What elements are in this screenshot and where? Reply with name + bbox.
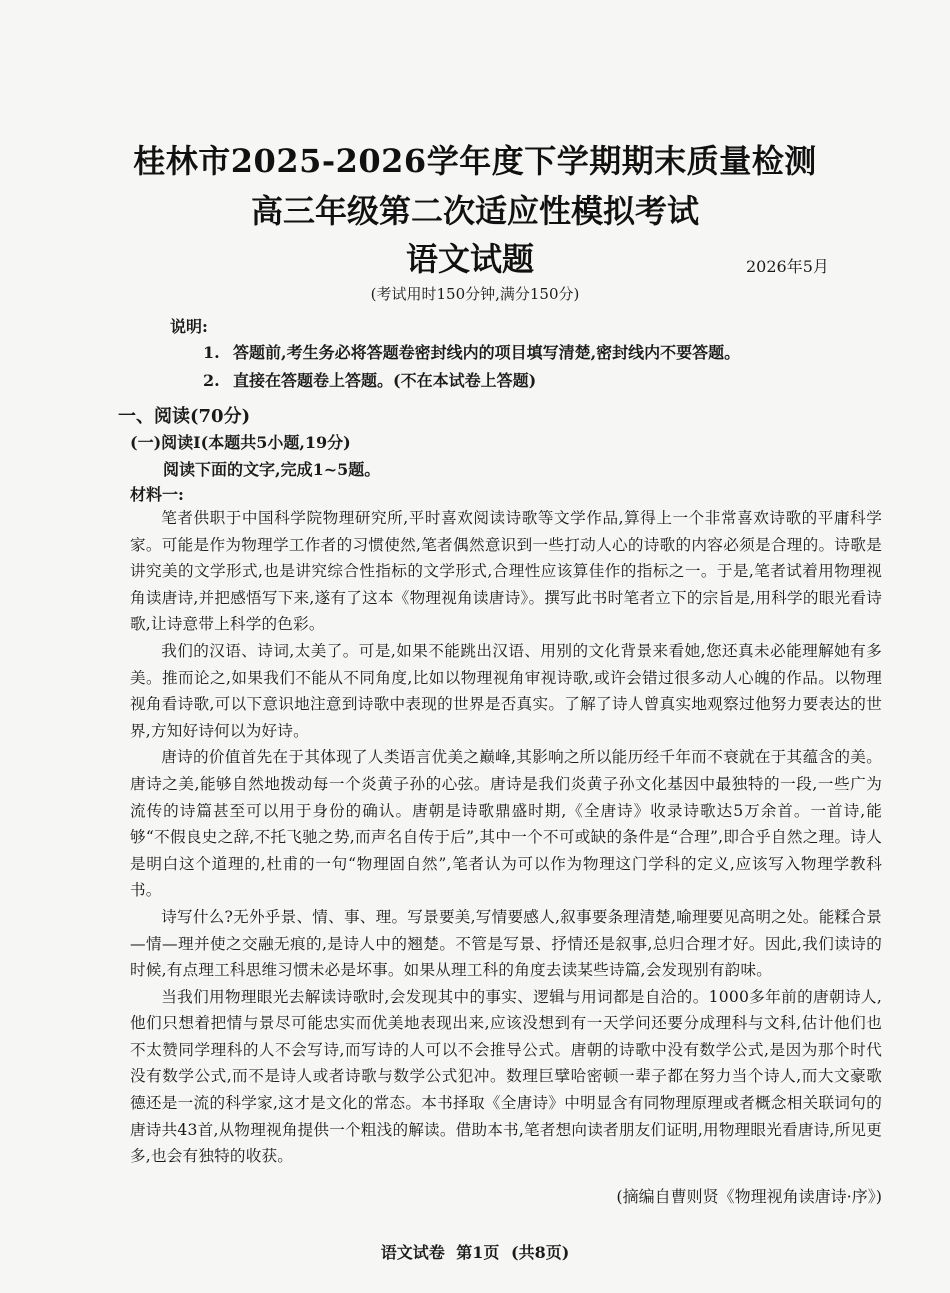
note-text: 答题前,考生务必将答题卷密封线内的项目填写清楚,密封线内不要答题。 xyxy=(233,343,741,362)
exam-title-line2: 高三年级第二次适应性模拟考试 xyxy=(250,192,699,230)
note-number: 2. xyxy=(203,371,220,390)
note-text: 直接在答题卷上答题。(不在本试卷上答题) xyxy=(233,371,537,390)
notes-label: 说明: xyxy=(170,317,208,336)
paragraph: 当我们用物理眼光去解读诗歌时,会发现其中的事实、逻辑与用词都是自洽的。1000多年前的唐朝诗人,他们只想着把情与景尽可能忠实而优美地表现出来,应该没想到有一天学问还要分成理科与文科,估计他们也不太赞同学理科的人不会写诗,而写诗的人可以不会推导公式。唐朝的诗歌中没有数学公式,是因为那个时代没有数学公式,而不是诗人或者诗歌与数学公式犯冲。数理巨擘哈密顿一辈子都在努力当个诗人,而大文豪歌德还是一流的科学家,这才是文化的常态。本书择取《全唐诗》中明显含有同物理原理或者概念相关联词句的唐诗共43首,从物理视角提供一个粗浅的解读。借助本书,笔者想向读者朋友们证明,用物理眼光看唐诗,所见更多,也会有独特的收获。 xyxy=(130,987,882,1166)
paragraph: 笔者供职于中国科学院物理研究所,平时喜欢阅读诗歌等文学作品,算得上一个非常喜欢诗歌的平庸科学家。可能是作为物理学工作者的习惯使然,笔者偶然意识到一些打动人心的诗歌的内容必须是合理的。诗歌是讲究美的文学形式,也是讲究综合性指标的文学形式,合理性应该算佳作的指标之一。于是,笔者试着用物理视角读唐诗,并把感悟写下来,遂有了这本《物理视角读唐诗》。撰写此书时笔者立下的宗旨是,用科学的眼光看诗歌,让诗意带上科学的色彩。 xyxy=(130,509,882,634)
exam-subject-title: 语文试题 xyxy=(405,240,534,278)
exam-duration: (考试用时150分钟,满分150分) xyxy=(370,285,580,303)
note-item xyxy=(203,368,536,391)
material-label: 材料一: xyxy=(130,485,184,504)
paragraph: 诗写什么?无外乎景、情、事、理。写景要美,写情要感人,叙事要条理清楚,喻理要见高明之处。能糅合景—情—理并使之交融无痕的,是诗人中的翘楚。不管是写景、抒情还是叙事,总归合理才好。因此,我们读诗的时候,有点理工科思维习惯未必是坏事。如果从理工科的角度去读某些诗篇,会发现别有韵味。 xyxy=(130,907,882,980)
note-number: 1. xyxy=(203,343,220,362)
reading-instruction: 阅读下面的文字,完成1~5题。 xyxy=(163,460,381,479)
material-body xyxy=(130,505,882,1170)
source-citation: (摘编自曹则贤《物理视角读唐诗·序》) xyxy=(616,1187,882,1206)
paragraph: 我们的汉语、诗词,太美了。可是,如果不能跳出汉语、用别的文化背景来看她,您还真未必能理解她有多美。推而论之,如果我们不能从不同角度,比如以物理视角审视诗歌,或许会错过很多动人心魄的作品。以物理视角看诗歌,可以下意识地注意到诗歌中表现的世界是否真实。了解了诗人曾真实地观察过他努力要表达的世界,方知好诗何以为好诗。 xyxy=(130,641,882,740)
note-item xyxy=(203,340,740,363)
page-footer: 语文试卷 第1页 (共8页) xyxy=(380,1243,570,1262)
exam-title-line1: 桂林市2025-2026学年度下学期期末质量检测 xyxy=(133,142,817,180)
exam-date: 2026年5月 xyxy=(746,257,829,276)
section-heading: 一、阅读(70分) xyxy=(118,406,251,427)
paragraph: 唐诗的价值首先在于其体现了人类语言优美之巅峰,其影响之所以能历经千年而不衰就在于其蕴含的美。唐诗之美,能够自然地拨动每一个炎黄子孙的心弦。唐诗是我们炎黄子孙文化基因中最独特的一段,一些广为流传的诗篇甚至可以用于身份的确认。唐朝是诗歌鼎盛时期,《全唐诗》收录诗歌达5万余首。一首诗,能够“不假良史之辞,不托飞驰之势,而声名自传于后”,其中一个不可或缺的条件是“合理”,即合乎自然之理。诗人是明白这个道理的,杜甫的一句“物理固自然”,笔者认为可以作为物理这门学科的定义,应该写入物理学教科书。 xyxy=(130,748,882,900)
subsection-heading: (一)阅读Ⅰ(本题共5小题,19分) xyxy=(130,433,351,452)
